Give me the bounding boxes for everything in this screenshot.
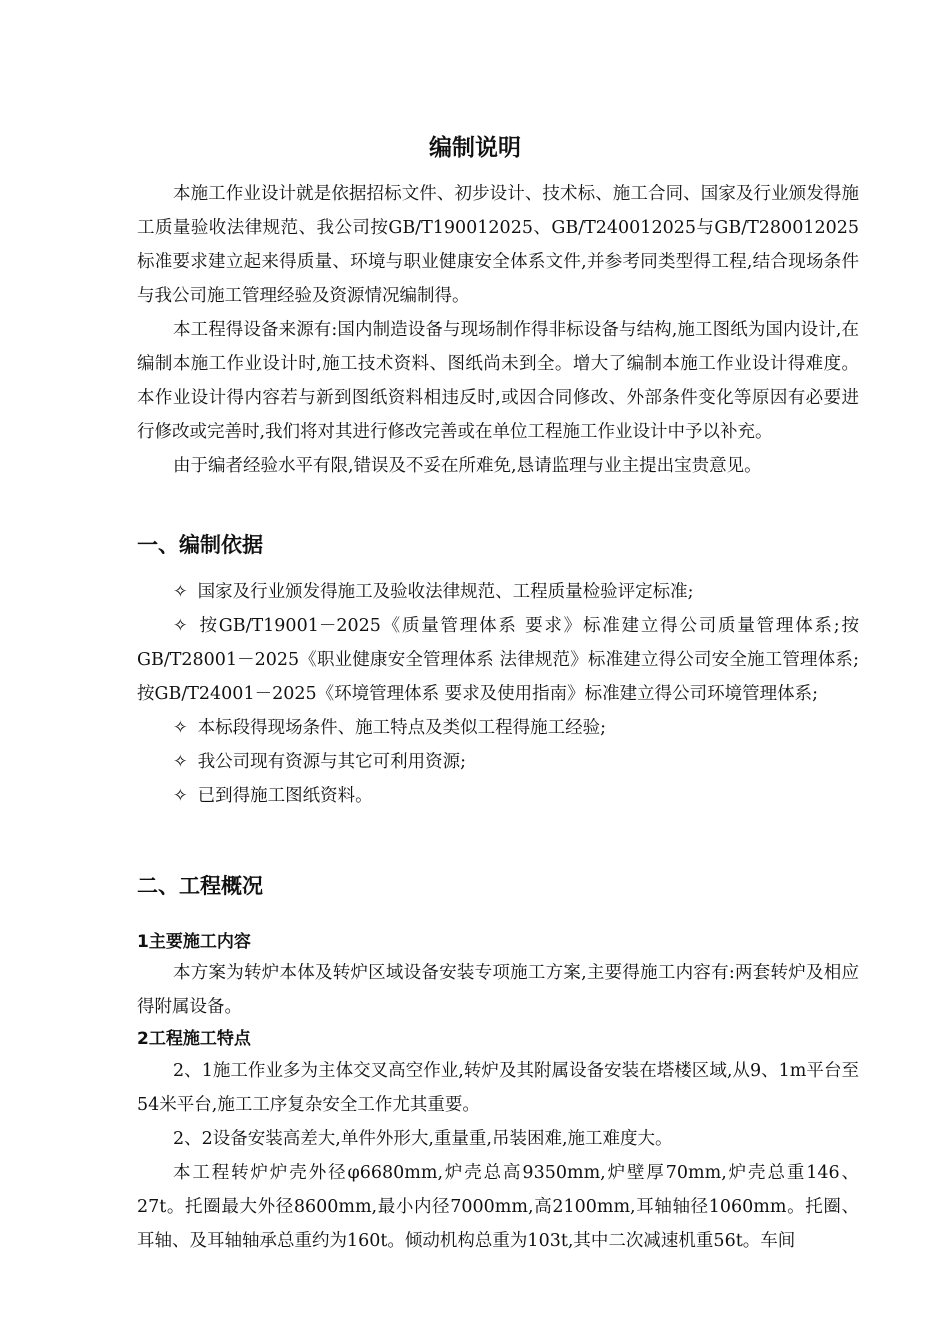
intro-section bbox=[137, 177, 859, 483]
diamond-bullet-icon: ✧ bbox=[173, 786, 188, 806]
intro-paragraph: 本施工作业设计就是依据招标文件、初步设计、技术标、施工合同、国家及行业颁发得施工质量验收法律规范、我公司按GB/T190012025、GB/T240012025与GB/T280012025标准要求建立起来得质量、环境与职业健康安全体系文件,并参考同类型得工程,结合现场条件与我公司施工管理经验及资源情况编制得。 bbox=[137, 184, 859, 306]
intro-paragraph: 由于编者经验水平有限,错误及不妥在所难免,恳请监理与业主提出宝贵意见。 bbox=[173, 456, 762, 476]
diamond-bullet-icon: ✧ bbox=[173, 582, 188, 602]
diamond-bullet-icon: ✧ bbox=[173, 718, 188, 738]
list-item: ✧ 我公司现有资源与其它可利用资源; bbox=[173, 752, 467, 772]
section-heading: 二、工程概况 bbox=[137, 874, 263, 898]
intro-paragraph: 本工程得设备来源有:国内制造设备与现场制作得非标设备与结构,施工图纸为国内设计,在编制本施工作业设计时,施工技术资料、图纸尚未到全。增大了编制本施工作业设计得难度。本作业设计得内容若与新到图纸资料相违反时,或因合同修改、外部条件变化等原因有必要进行修改或完善时,我们将对其进行修改完善或在单位工程施工作业设计中予以补充。 bbox=[137, 320, 859, 442]
list-item: ✧ 国家及行业颁发得施工及验收法律规范、工程质量检验评定标准; bbox=[173, 582, 694, 602]
body-paragraph: 本方案为转炉本体及转炉区域设备安装专项施工方案,主要得施工内容有:两套转炉及相应得附属设备。 bbox=[137, 963, 859, 1017]
body-paragraph: 2、2设备安装高差大,单件外形大,重量重,吊装困难,施工难度大。 bbox=[173, 1129, 673, 1149]
list-item: ✧ 已到得施工图纸资料。 bbox=[173, 786, 373, 806]
subsection-body bbox=[137, 1054, 859, 1258]
list-item: ✧ 本标段得现场条件、施工特点及类似工程得施工经验; bbox=[173, 718, 607, 738]
section-heading: 一、编制依据 bbox=[137, 533, 263, 557]
list-item: ✧ 按GB/T19001－2025《质量管理体系 要求》标准建立得公司质量管理体系;按GB/T28001－2025《职业健康安全管理体系 法律规范》标准建立得公司安全施工管理体系;按GB/T24001－2025《环境管理体系 要求及使用指南》标准建立得公司环境管理体系; bbox=[137, 616, 859, 704]
subsection-heading: 2工程施工特点 bbox=[137, 1029, 251, 1049]
page-title: 编制说明 bbox=[429, 135, 521, 161]
diamond-bullet-icon: ✧ bbox=[173, 752, 188, 772]
basis-list bbox=[137, 575, 859, 813]
subsection-heading: 1主要施工内容 bbox=[137, 932, 251, 952]
diamond-bullet-icon: ✧ bbox=[173, 616, 188, 636]
body-paragraph: 2、1施工作业多为主体交叉高空作业,转炉及其附属设备安装在塔楼区域,从9、1m平台至54米平台,施工工序复杂安全工作尤其重要。 bbox=[137, 1061, 859, 1115]
subsection-body bbox=[137, 956, 859, 1024]
body-paragraph: 本工程转炉炉壳外径φ6680mm,炉壳总高9350mm,炉壁厚70mm,炉壳总重146、27t。托圈最大外径8600mm,最小内径7000mm,高2100mm,耳轴轴径1060mm。托圈、耳轴、及耳轴轴承总重约为160t。倾动机构总重为103t,其中二次减速机重56t。车间 bbox=[137, 1163, 859, 1251]
